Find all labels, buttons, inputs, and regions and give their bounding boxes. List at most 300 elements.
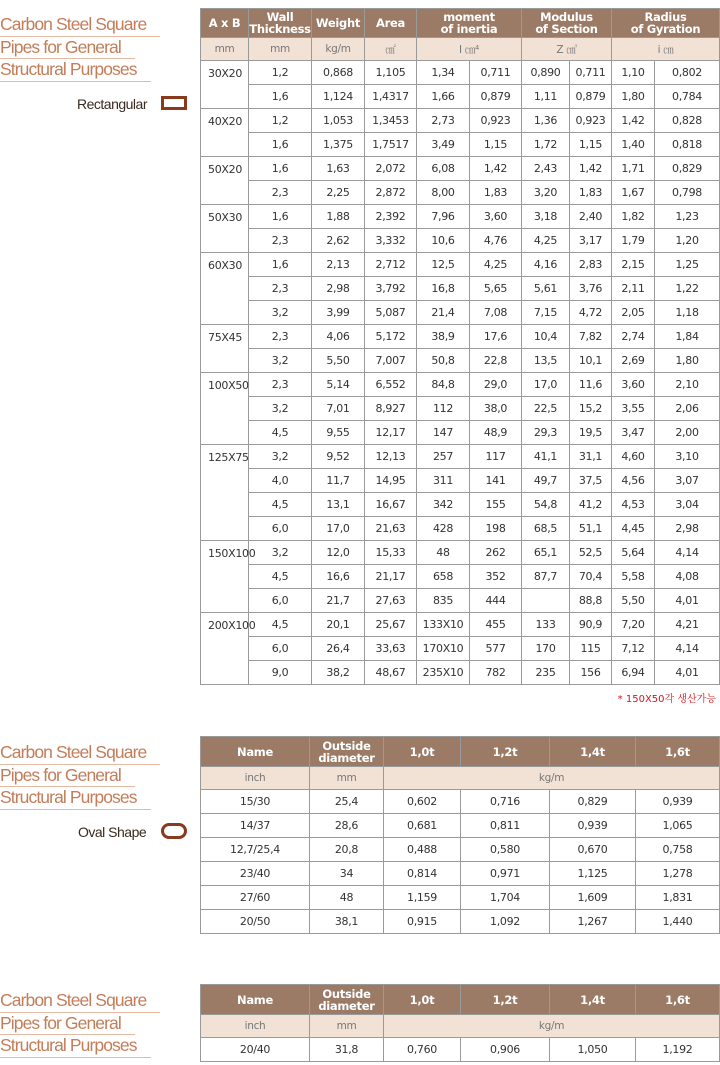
table-cell: 48,67 bbox=[365, 661, 417, 685]
table-cell: 3,49 bbox=[417, 133, 470, 157]
table-cell: 17,6 bbox=[470, 325, 522, 349]
table-cell: 0,814 bbox=[384, 862, 461, 886]
table-cell: 115 bbox=[570, 637, 612, 661]
table-cell: 5,61 bbox=[522, 277, 570, 301]
table-cell: 65,1 bbox=[522, 541, 570, 565]
table-cell: 0,602 bbox=[384, 790, 461, 814]
table-cell: 1,79 bbox=[612, 229, 655, 253]
header-1-4t: 1,4t bbox=[550, 985, 636, 1015]
table-row bbox=[201, 469, 720, 493]
table-cell: 342 bbox=[417, 493, 470, 517]
table-cell: 5,172 bbox=[365, 325, 417, 349]
section2-title-line: Pipes for General bbox=[0, 765, 135, 788]
table-cell: 3,2 bbox=[249, 445, 312, 469]
unit-cell: ㎠ bbox=[365, 38, 417, 61]
table-cell: 6,0 bbox=[249, 589, 312, 613]
table-cell: 1,3453 bbox=[365, 109, 417, 133]
table-cell: 90,9 bbox=[570, 613, 612, 637]
table-cell: 5,58 bbox=[612, 565, 655, 589]
rectangular-pipe-table bbox=[200, 8, 720, 685]
header-outside-diameter: Outside diameter bbox=[310, 737, 384, 767]
table-cell: 1,42 bbox=[612, 109, 655, 133]
table-cell: 49,7 bbox=[522, 469, 570, 493]
table-cell: 1,267 bbox=[550, 910, 636, 934]
table-cell: 1,2 bbox=[249, 61, 312, 85]
table-cell: 5,65 bbox=[470, 277, 522, 301]
table-cell: 48,9 bbox=[470, 421, 522, 445]
table-cell: 4,25 bbox=[470, 253, 522, 277]
table-cell: 0,829 bbox=[550, 790, 636, 814]
table-cell: 14/37 bbox=[201, 814, 310, 838]
table-cell: 10,4 bbox=[522, 325, 570, 349]
table-cell: 1,050 bbox=[550, 1038, 636, 1062]
table-cell: 4,08 bbox=[655, 565, 720, 589]
table-cell: 0,923 bbox=[570, 109, 612, 133]
table-cell: 2,69 bbox=[612, 349, 655, 373]
table-cell: 1,36 bbox=[522, 109, 570, 133]
table-cell: 26,4 bbox=[312, 637, 365, 661]
section3-title-line: Carbon Steel Square bbox=[0, 990, 160, 1013]
table-cell: 2,3 bbox=[249, 373, 312, 397]
unit-cell: Z ㎤ bbox=[522, 38, 612, 61]
table-cell: 4,06 bbox=[312, 325, 365, 349]
table-cell: 4,60 bbox=[612, 445, 655, 469]
table-cell: 3,99 bbox=[312, 301, 365, 325]
table-cell: 455 bbox=[470, 613, 522, 637]
table-cell: 3,2 bbox=[249, 397, 312, 421]
table-cell: 11,7 bbox=[312, 469, 365, 493]
table-cell: 0,711 bbox=[570, 61, 612, 85]
table-cell: 658 bbox=[417, 565, 470, 589]
table-row bbox=[201, 910, 720, 934]
table-cell: 1,66 bbox=[417, 85, 470, 109]
table-row bbox=[201, 493, 720, 517]
table-cell: 2,15 bbox=[612, 253, 655, 277]
table-row bbox=[201, 838, 720, 862]
table-cell: 2,40 bbox=[570, 205, 612, 229]
table-cell: 1,192 bbox=[636, 1038, 720, 1062]
table-cell: 1,7517 bbox=[365, 133, 417, 157]
unit-cell: kg/m bbox=[384, 767, 720, 790]
table-cell: 1,6 bbox=[249, 133, 312, 157]
table-cell: 54,8 bbox=[522, 493, 570, 517]
table-cell: 235 bbox=[522, 661, 570, 685]
table-cell: 0,711 bbox=[470, 61, 522, 85]
table-cell: 21,7 bbox=[312, 589, 365, 613]
table-cell: 20/40 bbox=[201, 1038, 310, 1062]
header-1-6t: 1,6t bbox=[636, 985, 720, 1015]
table-row bbox=[201, 421, 720, 445]
table-cell: 3,2 bbox=[249, 301, 312, 325]
table-cell: 7,15 bbox=[522, 301, 570, 325]
table-cell: 2,3 bbox=[249, 181, 312, 205]
table-cell: 2,98 bbox=[655, 517, 720, 541]
table-row bbox=[201, 325, 720, 349]
table-row bbox=[201, 661, 720, 685]
section1-title bbox=[0, 14, 160, 82]
table-cell: 1,42 bbox=[470, 157, 522, 181]
size-cell: 30X20 bbox=[201, 61, 249, 109]
table-cell: 20/50 bbox=[201, 910, 310, 934]
table-cell: 112 bbox=[417, 397, 470, 421]
table-cell: 1,6 bbox=[249, 253, 312, 277]
table-cell: 428 bbox=[417, 517, 470, 541]
table-cell: 8,927 bbox=[365, 397, 417, 421]
table-cell: 33,63 bbox=[365, 637, 417, 661]
table-cell: 15,33 bbox=[365, 541, 417, 565]
table-cell: 1,092 bbox=[461, 910, 550, 934]
table-cell: 20,8 bbox=[310, 838, 384, 862]
table-cell: 0,580 bbox=[461, 838, 550, 862]
table-cell: 16,8 bbox=[417, 277, 470, 301]
table-cell: 2,3 bbox=[249, 277, 312, 301]
table-cell: 2,43 bbox=[522, 157, 570, 181]
table-cell: 1,105 bbox=[365, 61, 417, 85]
table-row bbox=[201, 1038, 720, 1062]
table-cell: 4,72 bbox=[570, 301, 612, 325]
table-cell: 38,1 bbox=[310, 910, 384, 934]
section2-title-line: Carbon Steel Square bbox=[0, 742, 160, 765]
table-cell: 0,670 bbox=[550, 838, 636, 862]
unit-cell: inch bbox=[201, 1015, 310, 1038]
table-row bbox=[201, 157, 720, 181]
table-cell: 2,10 bbox=[655, 373, 720, 397]
table-cell: 29,0 bbox=[470, 373, 522, 397]
header-1-2t: 1,2t bbox=[461, 737, 550, 767]
table-cell: 0,939 bbox=[636, 790, 720, 814]
section3-title-line: Pipes for General bbox=[0, 1013, 135, 1036]
table-cell: 22,8 bbox=[470, 349, 522, 373]
table-cell: 21,17 bbox=[365, 565, 417, 589]
size-cell: 125X75 bbox=[201, 445, 249, 541]
table-cell: 0,802 bbox=[655, 61, 720, 85]
size-cell: 75X45 bbox=[201, 325, 249, 373]
table-cell: 38,0 bbox=[470, 397, 522, 421]
table-cell: 0,868 bbox=[312, 61, 365, 85]
table-cell: 3,20 bbox=[522, 181, 570, 205]
unit-cell: kg/m bbox=[384, 1015, 720, 1038]
table-cell: 3,60 bbox=[470, 205, 522, 229]
size-cell: 150X100 bbox=[201, 541, 249, 613]
table-cell: 12,7/25,4 bbox=[201, 838, 310, 862]
section3-title bbox=[0, 990, 160, 1058]
table-cell: 3,60 bbox=[612, 373, 655, 397]
header-name: Name bbox=[201, 985, 310, 1015]
table-cell: 29,3 bbox=[522, 421, 570, 445]
table-row bbox=[201, 181, 720, 205]
table-cell: 141 bbox=[470, 469, 522, 493]
header-1-0t: 1,0t bbox=[384, 737, 461, 767]
table-cell: 2,3 bbox=[249, 325, 312, 349]
table-cell: 0,923 bbox=[470, 109, 522, 133]
header-1-4t: 1,4t bbox=[550, 737, 636, 767]
table-cell: 2,73 bbox=[417, 109, 470, 133]
table-row bbox=[201, 229, 720, 253]
table-cell: 7,007 bbox=[365, 349, 417, 373]
table-cell: 48 bbox=[417, 541, 470, 565]
table-cell: 1,2 bbox=[249, 109, 312, 133]
table-cell: 2,11 bbox=[612, 277, 655, 301]
table-cell: 0,681 bbox=[384, 814, 461, 838]
table-cell: 10,1 bbox=[570, 349, 612, 373]
table-cell: 4,25 bbox=[522, 229, 570, 253]
table-cell: 5,14 bbox=[312, 373, 365, 397]
table-cell: 4,0 bbox=[249, 469, 312, 493]
header-modulus-of-section: Modulus of Section bbox=[522, 9, 612, 38]
table-cell: 2,072 bbox=[365, 157, 417, 181]
table-cell: 2,83 bbox=[570, 253, 612, 277]
table-cell: 7,12 bbox=[612, 637, 655, 661]
table-cell: 0,758 bbox=[636, 838, 720, 862]
table-cell: 38,9 bbox=[417, 325, 470, 349]
table-cell: 5,50 bbox=[612, 589, 655, 613]
table-row bbox=[201, 886, 720, 910]
table-cell: 31,8 bbox=[310, 1038, 384, 1062]
table-cell: 1,124 bbox=[312, 85, 365, 109]
header-wall-thickness: Wall Thickness bbox=[249, 10, 311, 36]
size-cell: 50X30 bbox=[201, 205, 249, 253]
table-cell: 38,2 bbox=[312, 661, 365, 685]
table-cell: 4,56 bbox=[612, 469, 655, 493]
table-cell: 2,06 bbox=[655, 397, 720, 421]
table-cell: 28,6 bbox=[310, 814, 384, 838]
table-cell: 87,7 bbox=[522, 565, 570, 589]
table-cell: 2,74 bbox=[612, 325, 655, 349]
table-cell: 22,5 bbox=[522, 397, 570, 421]
table-row bbox=[201, 373, 720, 397]
table-cell: 4,5 bbox=[249, 421, 312, 445]
table-cell: 352 bbox=[470, 565, 522, 589]
table-row bbox=[201, 565, 720, 589]
table-cell: 84,8 bbox=[417, 373, 470, 397]
table-cell: 3,792 bbox=[365, 277, 417, 301]
table-cell: 3,47 bbox=[612, 421, 655, 445]
table-cell: 4,5 bbox=[249, 565, 312, 589]
table-cell: 12,17 bbox=[365, 421, 417, 445]
table-cell: 1,6 bbox=[249, 85, 312, 109]
table-cell: 16,6 bbox=[312, 565, 365, 589]
table-cell: 1,159 bbox=[384, 886, 461, 910]
table-cell: 7,01 bbox=[312, 397, 365, 421]
table-row bbox=[201, 301, 720, 325]
table-cell: 21,4 bbox=[417, 301, 470, 325]
table-cell: 15/30 bbox=[201, 790, 310, 814]
size-cell: 40X20 bbox=[201, 109, 249, 157]
table-cell: 4,5 bbox=[249, 613, 312, 637]
table-cell: 2,00 bbox=[655, 421, 720, 445]
table-cell: 155 bbox=[470, 493, 522, 517]
table-cell: 4,14 bbox=[655, 541, 720, 565]
table-cell: 6,0 bbox=[249, 637, 312, 661]
table-cell: 9,55 bbox=[312, 421, 365, 445]
table-cell: 311 bbox=[417, 469, 470, 493]
table-cell: 20,1 bbox=[312, 613, 365, 637]
table-cell: 27,63 bbox=[365, 589, 417, 613]
unit-cell: mm bbox=[310, 767, 384, 790]
table-cell: 1,609 bbox=[550, 886, 636, 910]
unit-cell: mm bbox=[249, 38, 312, 61]
table-row bbox=[201, 277, 720, 301]
table-cell: 2,25 bbox=[312, 181, 365, 205]
table-cell: 0,829 bbox=[655, 157, 720, 181]
table-cell: 2,05 bbox=[612, 301, 655, 325]
table-cell: 1,053 bbox=[312, 109, 365, 133]
table-cell: 1,15 bbox=[470, 133, 522, 157]
table-row bbox=[201, 397, 720, 421]
table-row bbox=[201, 613, 720, 637]
table-cell: 0,879 bbox=[470, 85, 522, 109]
table-cell: 5,64 bbox=[612, 541, 655, 565]
oval-pipe-table bbox=[200, 736, 720, 934]
table-cell: 21,63 bbox=[365, 517, 417, 541]
table-cell: 2,98 bbox=[312, 277, 365, 301]
header-radius-of-gyration: Radius of Gyration bbox=[612, 9, 720, 38]
unit-cell: I ㎝⁴ bbox=[417, 38, 522, 61]
table-cell: 198 bbox=[470, 517, 522, 541]
table-cell: 1,42 bbox=[570, 157, 612, 181]
unit-cell: inch bbox=[201, 767, 310, 790]
table-cell: 0,760 bbox=[384, 1038, 461, 1062]
table-cell: 6,552 bbox=[365, 373, 417, 397]
table-cell: 3,55 bbox=[612, 397, 655, 421]
table-cell: 4,45 bbox=[612, 517, 655, 541]
table-cell: 12,0 bbox=[312, 541, 365, 565]
table-cell: 1,82 bbox=[612, 205, 655, 229]
table-cell: 8,00 bbox=[417, 181, 470, 205]
table-cell: 1,6 bbox=[249, 205, 312, 229]
table-cell: 147 bbox=[417, 421, 470, 445]
table-cell: 17,0 bbox=[312, 517, 365, 541]
rectangle-icon bbox=[161, 96, 187, 110]
table-cell: 7,82 bbox=[570, 325, 612, 349]
table-cell: 1,15 bbox=[570, 133, 612, 157]
table-cell: 7,20 bbox=[612, 613, 655, 637]
table-cell: 2,712 bbox=[365, 253, 417, 277]
table-cell: 51,1 bbox=[570, 517, 612, 541]
table-cell: 50,8 bbox=[417, 349, 470, 373]
table-cell: 1,88 bbox=[312, 205, 365, 229]
size-cell: 60X30 bbox=[201, 253, 249, 325]
table-cell: 2,392 bbox=[365, 205, 417, 229]
table-cell: 3,07 bbox=[655, 469, 720, 493]
table-cell: 5,087 bbox=[365, 301, 417, 325]
table-cell: 133 bbox=[522, 613, 570, 637]
table-cell: 0,906 bbox=[461, 1038, 550, 1062]
table-cell: 117 bbox=[470, 445, 522, 469]
table-cell: 1,40 bbox=[612, 133, 655, 157]
table-cell: 444 bbox=[470, 589, 522, 613]
table-cell: 1,4317 bbox=[365, 85, 417, 109]
oval-shape-label: Oval Shape bbox=[78, 824, 147, 840]
table-cell: 5,50 bbox=[312, 349, 365, 373]
table-cell: 1,25 bbox=[655, 253, 720, 277]
table-cell: 12,13 bbox=[365, 445, 417, 469]
table-cell: 6,0 bbox=[249, 517, 312, 541]
table-cell: 170X10 bbox=[417, 637, 470, 661]
table-cell: 4,5 bbox=[249, 493, 312, 517]
table-row bbox=[201, 85, 720, 109]
table-cell: 4,76 bbox=[470, 229, 522, 253]
table-cell: 9,0 bbox=[249, 661, 312, 685]
table-row bbox=[201, 589, 720, 613]
table-cell: 37,5 bbox=[570, 469, 612, 493]
table-cell: 17,0 bbox=[522, 373, 570, 397]
section2-title bbox=[0, 742, 160, 810]
table-cell bbox=[522, 589, 570, 613]
table-row bbox=[201, 541, 720, 565]
table-cell: 9,52 bbox=[312, 445, 365, 469]
table-cell: 4,14 bbox=[655, 637, 720, 661]
table-row bbox=[201, 445, 720, 469]
table-cell: 25,67 bbox=[365, 613, 417, 637]
table-cell: 1,125 bbox=[550, 862, 636, 886]
table-row bbox=[201, 253, 720, 277]
table-cell: 1,23 bbox=[655, 205, 720, 229]
unit-cell: mm bbox=[310, 1015, 384, 1038]
table-cell: 2,872 bbox=[365, 181, 417, 205]
header-moment-of-inertia: moment of inertia bbox=[417, 9, 522, 38]
table-row bbox=[201, 517, 720, 541]
table-cell: 7,08 bbox=[470, 301, 522, 325]
table-cell: 0,939 bbox=[550, 814, 636, 838]
table-row bbox=[201, 790, 720, 814]
section2-title-line: Structural Purposes bbox=[0, 787, 151, 810]
table-cell: 52,5 bbox=[570, 541, 612, 565]
header-axb: A x B bbox=[201, 9, 249, 38]
table-cell: 0,798 bbox=[655, 181, 720, 205]
table-cell: 1,704 bbox=[461, 886, 550, 910]
table-cell: 4,01 bbox=[655, 661, 720, 685]
table-cell: 12,5 bbox=[417, 253, 470, 277]
header-1-2t: 1,2t bbox=[461, 985, 550, 1015]
table-cell: 2,3 bbox=[249, 229, 312, 253]
table-cell: 1,10 bbox=[612, 61, 655, 85]
size-cell: 200X100 bbox=[201, 613, 249, 685]
unit-cell: mm bbox=[201, 38, 249, 61]
table-cell: 235X10 bbox=[417, 661, 470, 685]
oval-icon bbox=[161, 823, 187, 839]
header-1-6t: 1,6t bbox=[636, 737, 720, 767]
table-cell: 41,2 bbox=[570, 493, 612, 517]
table-cell: 13,5 bbox=[522, 349, 570, 373]
table-cell: 13,1 bbox=[312, 493, 365, 517]
header-name: Name bbox=[201, 737, 310, 767]
table-cell: 3,10 bbox=[655, 445, 720, 469]
table-cell: 0,879 bbox=[570, 85, 612, 109]
table-cell: 4,01 bbox=[655, 589, 720, 613]
section1-title-line: Structural Purposes bbox=[0, 59, 151, 82]
table-row bbox=[201, 814, 720, 838]
table-cell: 4,53 bbox=[612, 493, 655, 517]
table-cell: 0,915 bbox=[384, 910, 461, 934]
table-cell: 1,34 bbox=[417, 61, 470, 85]
table-cell: 1,20 bbox=[655, 229, 720, 253]
table-row bbox=[201, 637, 720, 661]
table-cell: 3,04 bbox=[655, 493, 720, 517]
table-cell: 1,440 bbox=[636, 910, 720, 934]
table-cell: 2,62 bbox=[312, 229, 365, 253]
table-cell: 257 bbox=[417, 445, 470, 469]
table-cell: 1,6 bbox=[249, 157, 312, 181]
table-cell: 170 bbox=[522, 637, 570, 661]
table-cell: 7,96 bbox=[417, 205, 470, 229]
size-cell: 100X50 bbox=[201, 373, 249, 445]
unit-cell: kg/m bbox=[312, 38, 365, 61]
table-cell: 2,13 bbox=[312, 253, 365, 277]
table-cell: 1,80 bbox=[655, 349, 720, 373]
table-cell: 0,890 bbox=[522, 61, 570, 85]
table-cell: 14,95 bbox=[365, 469, 417, 493]
